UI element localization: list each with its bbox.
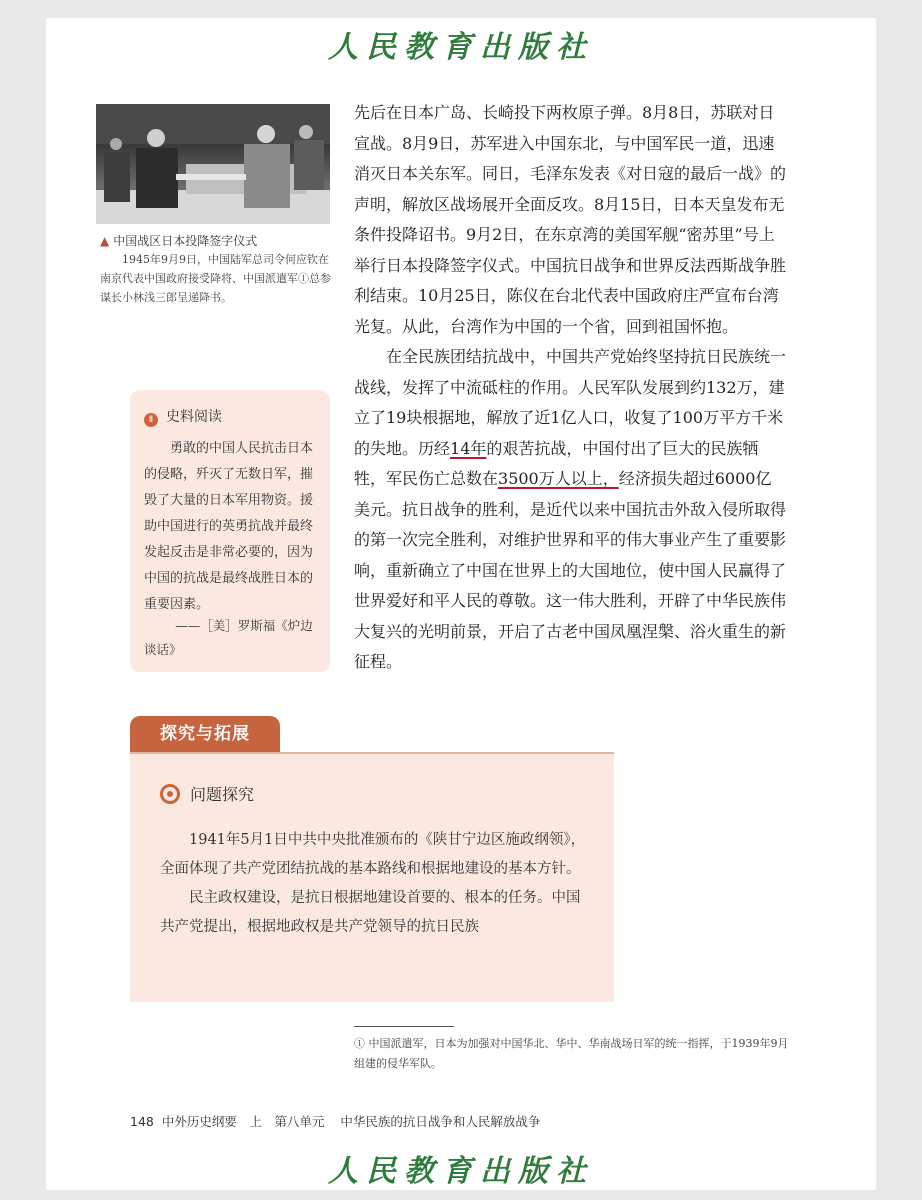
photo-illustration: [96, 104, 330, 224]
underlined-casualties: 3500万人以上，: [498, 469, 619, 488]
explore-title: [160, 782, 254, 805]
footnote: ① 中国派遣军，日本为加强对中国华北、华中、华南战场日军的统一指挥，于1939年9月组建的侵华军队。: [354, 1037, 789, 1070]
question-icon: [160, 784, 180, 804]
explore-paragraph: 民主政权建设，是抗日根据地建设首要的、根本的任务。中国共产党提出，根据地政权是共产党领导的抗日民族: [160, 890, 581, 935]
text-segment: 经济损失超过6000亿美元。抗日战争的胜利，是近代以来中国抗击外敌入侵所取得的第一次完全胜利，对维护世界和平的伟大事业产生了重要影响，重新确立了中国在世界上的大国地位，使中国人民赢得了世界爱好和平人民的尊敬。这一伟大胜利，开辟了中华民族伟大复兴的光明前景，开启了古老中国凤凰涅槃、浴火重生的新征程。: [354, 469, 787, 671]
source-box-title-text: 史料阅读: [166, 409, 222, 425]
explore-box: [130, 754, 614, 1002]
page-number: 148: [130, 1114, 154, 1129]
text-segment: 在全民族团结抗战中，中国共产党始终坚持抗日民族统一战线，发挥了中流砥柱的作用。人民军队发展到约132万，建立了19块根据地，解放了近1亿人口，收复了100万平方千米的失地。历经: [354, 347, 787, 458]
photo-caption-body: 1945年9月9日，中国陆军总司令何应钦在南京代表中国政府接受降将、中国派遣军①总参谋长小林浅三郎呈递降书。: [100, 253, 331, 304]
book-title: 中外历史纲要 上: [161, 1114, 262, 1129]
source-box-title: [144, 406, 222, 427]
chapter-title: 中华民族的抗日战争和人民解放战争: [340, 1114, 541, 1129]
textbook-page: [46, 18, 876, 1190]
caption-title-text: 中国战区日本投降签字仪式: [113, 234, 258, 248]
explore-tab: 探究与拓展: [130, 716, 280, 752]
explore-paragraph: 1941年5月1日中共中央批准颁布的《陕甘宁边区施政纲领》，全面体现了共产党团结抗战的基本路线和根据地建设的基本方针。: [160, 832, 586, 877]
explore-title-text: 问题探究: [190, 785, 255, 804]
text-segment: 的艰苦抗战，中国付出了巨大的民族牺牲，军民伤亡总数在: [354, 438, 759, 488]
triangle-icon: ▲: [100, 234, 110, 248]
paragraph-victory: 先后在日本广岛、长崎投下两枚原子弹。8月8日，苏联对日宣战。8月9日，苏军进入中国东北，与中国军民一道，迅速消灭日本关东军。同日，毛泽东发表《对日寇的最后一战》的声明，解放区战场展开全面反攻。8月15日，日本天皇发布无条件投降诏书。9月2日，在东京湾的美国军舰“密苏里”号上举行日本投降签字仪式。中国抗日战争和世界反法西斯战争胜利结束。10月25日，陈仪在台北代表中国政府庄严宣布台湾光复。从此，台湾作为中国的一个省，回到祖国怀抱。: [354, 103, 787, 336]
publisher-footer: 人民教育出版社: [328, 1154, 594, 1189]
page-footer: [130, 1112, 540, 1130]
unit-label: 第八单元: [274, 1114, 325, 1129]
surrender-ceremony-photo: [96, 104, 330, 224]
paragraph-united-front: [354, 342, 786, 678]
footnote-divider: [354, 1026, 454, 1027]
photo-caption-title: [100, 232, 257, 249]
book-icon: Ⅱ: [144, 413, 158, 427]
source-box-body: 勇敢的中国人民抗击日本的侵略，歼灭了无数日军，摧毁了大量的日本军用物资。援助中国进行的英勇抗战并最终发起反击是非常必要的，因为中国的抗战是最终战胜日本的重要因素。: [144, 441, 314, 612]
underlined-years: 14年: [450, 438, 487, 458]
main-text: [354, 98, 786, 678]
publisher-header: 人民教育出版社: [328, 30, 594, 65]
source-attribution: ——［美］罗斯福《炉边谈话》: [144, 618, 313, 657]
explore-body: [160, 826, 590, 942]
